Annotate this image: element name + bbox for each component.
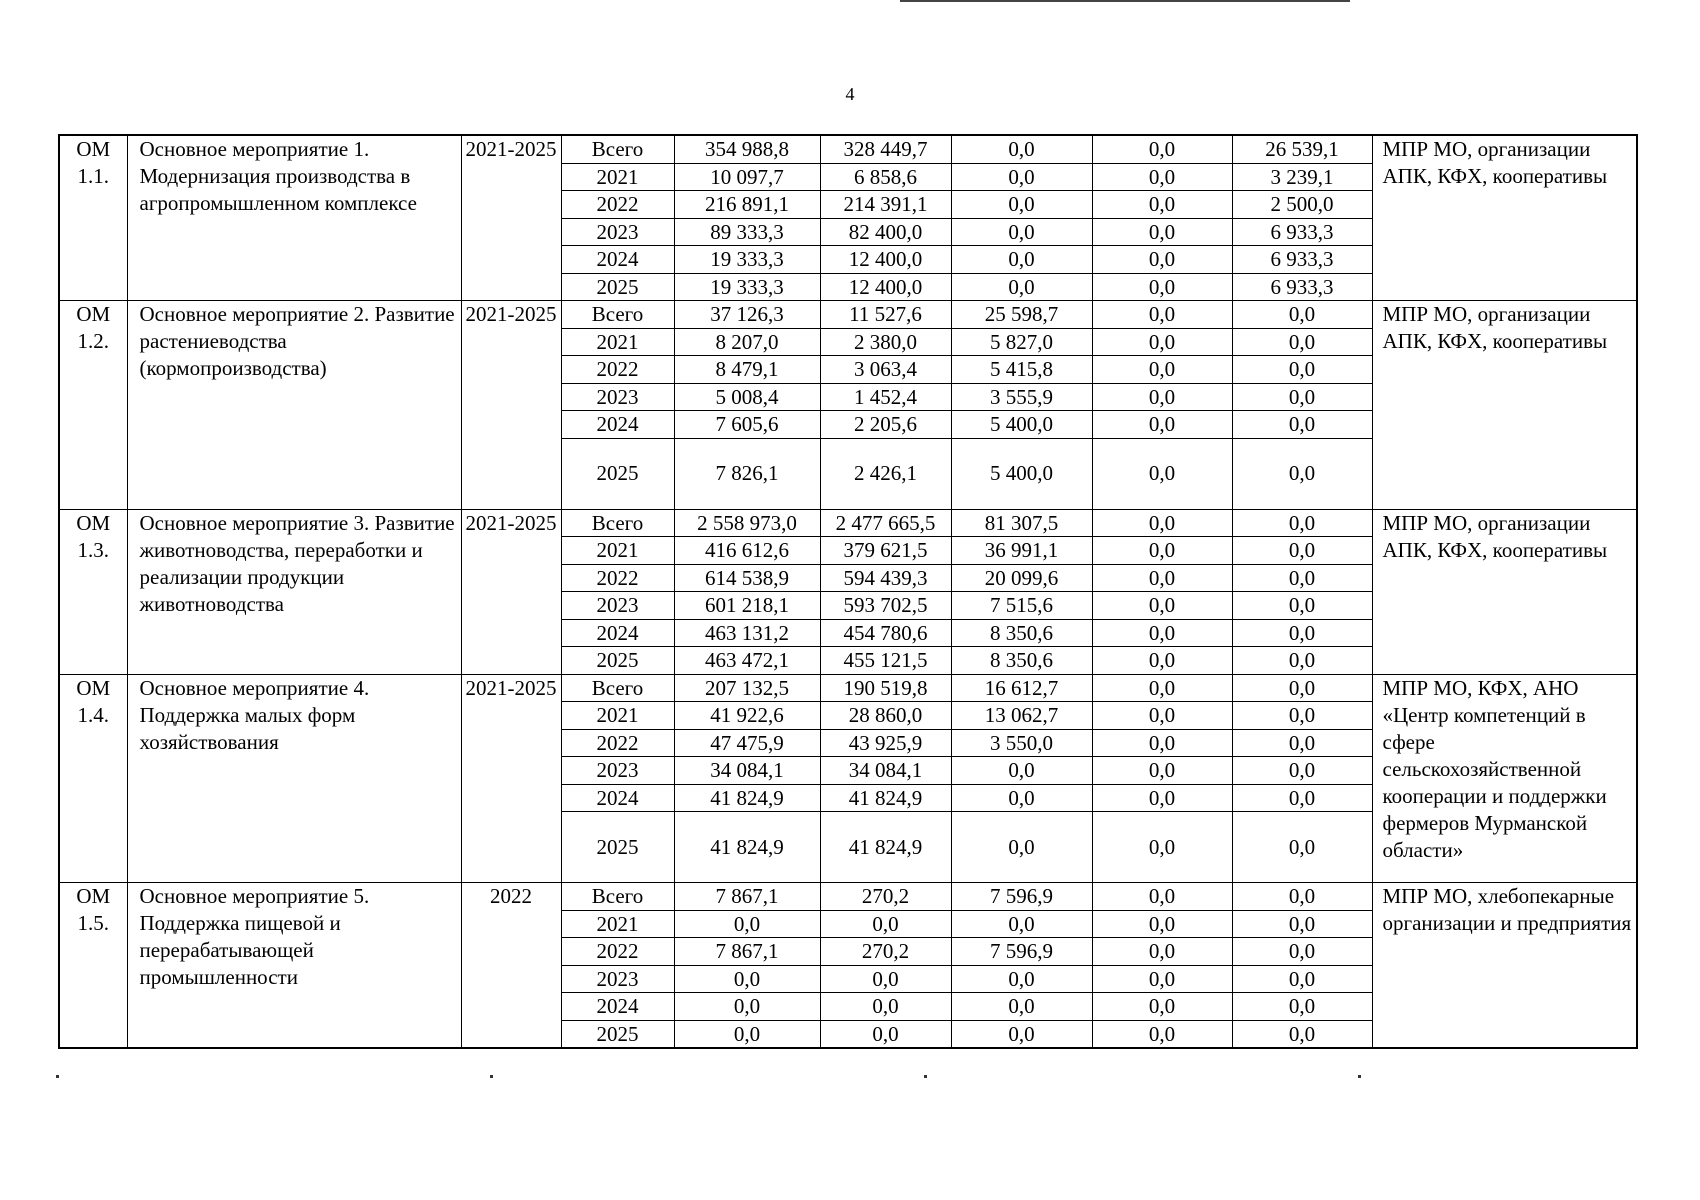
activity-code: ОМ 1.4.: [59, 674, 127, 883]
amount-cell-v3: 7 596,9: [951, 883, 1092, 911]
amount-cell-v5: 0,0: [1232, 1020, 1372, 1048]
amount-cell-v5: 6 933,3: [1232, 273, 1372, 301]
amount-cell-v5: 0,0: [1232, 757, 1372, 785]
amount-cell-v3: 0,0: [951, 246, 1092, 274]
amount-cell-v5: 0,0: [1232, 411, 1372, 439]
amount-cell-v1: 8 207,0: [674, 328, 820, 356]
year-cell: 2023: [561, 218, 674, 246]
year-cell: 2024: [561, 619, 674, 647]
amount-cell-v2: 190 519,8: [820, 674, 951, 702]
amount-cell-v5: 0,0: [1232, 910, 1372, 938]
amount-cell-v2: 41 824,9: [820, 784, 951, 812]
activity-name: Основное мероприятие 2. Развитие растениеводства (кормопроизводства): [127, 301, 461, 510]
amount-cell-v5: 0,0: [1232, 784, 1372, 812]
amount-cell-v1: 34 084,1: [674, 757, 820, 785]
year-cell: 2023: [561, 965, 674, 993]
amount-cell-v3: 0,0: [951, 910, 1092, 938]
amount-cell-v5: 0,0: [1232, 537, 1372, 565]
amount-cell-v5: 2 500,0: [1232, 191, 1372, 219]
amount-cell-v5: 0,0: [1232, 647, 1372, 675]
amount-cell-v2: 1 452,4: [820, 383, 951, 411]
amount-cell-v4: 0,0: [1092, 509, 1232, 537]
amount-cell-v3: 0,0: [951, 784, 1092, 812]
year-cell: 2021: [561, 702, 674, 730]
amount-cell-v5: 0,0: [1232, 509, 1372, 537]
amount-cell-v1: 216 891,1: [674, 191, 820, 219]
amount-cell-v2: 214 391,1: [820, 191, 951, 219]
amount-cell-v4: 0,0: [1092, 411, 1232, 439]
amount-cell-v1: 10 097,7: [674, 163, 820, 191]
amount-cell-v2: 0,0: [820, 965, 951, 993]
amount-cell-v1: 463 472,1: [674, 647, 820, 675]
amount-cell-v3: 0,0: [951, 993, 1092, 1021]
amount-cell-v1: 0,0: [674, 993, 820, 1021]
scan-top-rule: [900, 0, 1350, 2]
activity-period: 2021-2025: [461, 301, 561, 510]
amount-cell-v4: 0,0: [1092, 564, 1232, 592]
amount-cell-v4: 0,0: [1092, 273, 1232, 301]
year-cell: Всего: [561, 301, 674, 329]
amount-cell-v1: 0,0: [674, 965, 820, 993]
amount-cell-v5: 0,0: [1232, 883, 1372, 911]
activity-code: ОМ 1.2.: [59, 301, 127, 510]
year-cell: Всего: [561, 674, 674, 702]
amount-cell-v2: 2 380,0: [820, 328, 951, 356]
amount-cell-v4: 0,0: [1092, 993, 1232, 1021]
activity-period: 2021-2025: [461, 509, 561, 674]
amount-cell-v2: 454 780,6: [820, 619, 951, 647]
amount-cell-v3: 7 596,9: [951, 938, 1092, 966]
table-body: [59, 135, 1637, 1048]
amount-cell-v3: 5 400,0: [951, 438, 1092, 509]
table-row: [59, 301, 1637, 329]
amount-cell-v1: 601 218,1: [674, 592, 820, 620]
year-cell: Всего: [561, 135, 674, 163]
amount-cell-v3: 7 515,6: [951, 592, 1092, 620]
amount-cell-v2: 43 925,9: [820, 729, 951, 757]
amount-cell-v3: 8 350,6: [951, 619, 1092, 647]
amount-cell-v2: 593 702,5: [820, 592, 951, 620]
amount-cell-v1: 463 131,2: [674, 619, 820, 647]
amount-cell-v5: 0,0: [1232, 938, 1372, 966]
amount-cell-v5: 0,0: [1232, 592, 1372, 620]
amount-cell-v1: 5 008,4: [674, 383, 820, 411]
amount-cell-v5: 6 933,3: [1232, 218, 1372, 246]
year-cell: 2025: [561, 812, 674, 883]
program-activities-table: [58, 134, 1638, 1049]
activity-name: Основное мероприятие 5. Поддержка пищевой и перерабатывающей промышленности: [127, 883, 461, 1049]
amount-cell-v3: 8 350,6: [951, 647, 1092, 675]
amount-cell-v4: 0,0: [1092, 1020, 1232, 1048]
amount-cell-v5: 0,0: [1232, 619, 1372, 647]
amount-cell-v1: 7 867,1: [674, 883, 820, 911]
amount-cell-v4: 0,0: [1092, 883, 1232, 911]
year-cell: 2022: [561, 729, 674, 757]
year-cell: 2022: [561, 938, 674, 966]
amount-cell-v5: 0,0: [1232, 674, 1372, 702]
activity-executor: МПР МО, КФХ, АНО «Центр компетенций в сфере сельскохозяйственной кооперации и поддержки фермеров Мурманской области»: [1372, 674, 1637, 883]
amount-cell-v1: 41 824,9: [674, 784, 820, 812]
year-cell: 2025: [561, 1020, 674, 1048]
activity-name: Основное мероприятие 3. Развитие животноводства, переработки и реализации продукции животноводства: [127, 509, 461, 674]
amount-cell-v5: 0,0: [1232, 328, 1372, 356]
amount-cell-v4: 0,0: [1092, 246, 1232, 274]
amount-cell-v3: 0,0: [951, 218, 1092, 246]
table-row: [59, 883, 1637, 911]
amount-cell-v4: 0,0: [1092, 438, 1232, 509]
year-cell: 2022: [561, 564, 674, 592]
amount-cell-v4: 0,0: [1092, 938, 1232, 966]
amount-cell-v1: 2 558 973,0: [674, 509, 820, 537]
year-cell: 2025: [561, 647, 674, 675]
amount-cell-v2: 28 860,0: [820, 702, 951, 730]
amount-cell-v1: 354 988,8: [674, 135, 820, 163]
amount-cell-v1: 207 132,5: [674, 674, 820, 702]
amount-cell-v5: 0,0: [1232, 564, 1372, 592]
activity-period: 2022: [461, 883, 561, 1049]
amount-cell-v3: 36 991,1: [951, 537, 1092, 565]
amount-cell-v5: 0,0: [1232, 356, 1372, 384]
year-cell: 2024: [561, 993, 674, 1021]
amount-cell-v1: 614 538,9: [674, 564, 820, 592]
table-row: [59, 674, 1637, 702]
amount-cell-v3: 5 827,0: [951, 328, 1092, 356]
amount-cell-v3: 5 415,8: [951, 356, 1092, 384]
amount-cell-v2: 3 063,4: [820, 356, 951, 384]
amount-cell-v2: 34 084,1: [820, 757, 951, 785]
amount-cell-v1: 0,0: [674, 1020, 820, 1048]
amount-cell-v3: 13 062,7: [951, 702, 1092, 730]
amount-cell-v1: 89 333,3: [674, 218, 820, 246]
amount-cell-v1: 7 826,1: [674, 438, 820, 509]
amount-cell-v2: 455 121,5: [820, 647, 951, 675]
amount-cell-v4: 0,0: [1092, 537, 1232, 565]
amount-cell-v3: 0,0: [951, 812, 1092, 883]
activity-name: Основное мероприятие 1. Модернизация производства в агропромышленном комплексе: [127, 135, 461, 301]
amount-cell-v2: 594 439,3: [820, 564, 951, 592]
amount-cell-v4: 0,0: [1092, 135, 1232, 163]
amount-cell-v4: 0,0: [1092, 328, 1232, 356]
amount-cell-v2: 2 477 665,5: [820, 509, 951, 537]
amount-cell-v2: 41 824,9: [820, 812, 951, 883]
amount-cell-v5: 0,0: [1232, 993, 1372, 1021]
amount-cell-v2: 2 426,1: [820, 438, 951, 509]
amount-cell-v4: 0,0: [1092, 301, 1232, 329]
amount-cell-v4: 0,0: [1092, 757, 1232, 785]
year-cell: 2023: [561, 383, 674, 411]
activity-executor: МПР МО, хлебопекарные организации и предприятия: [1372, 883, 1637, 1049]
amount-cell-v1: 47 475,9: [674, 729, 820, 757]
scan-artifact-dots: [56, 1075, 1356, 1079]
activity-code: ОМ 1.1.: [59, 135, 127, 301]
amount-cell-v4: 0,0: [1092, 383, 1232, 411]
amount-cell-v1: 7 867,1: [674, 938, 820, 966]
amount-cell-v2: 82 400,0: [820, 218, 951, 246]
amount-cell-v3: 0,0: [951, 757, 1092, 785]
amount-cell-v3: 0,0: [951, 965, 1092, 993]
amount-cell-v4: 0,0: [1092, 965, 1232, 993]
activity-period: 2021-2025: [461, 674, 561, 883]
year-cell: 2021: [561, 163, 674, 191]
amount-cell-v4: 0,0: [1092, 356, 1232, 384]
amount-cell-v3: 16 612,7: [951, 674, 1092, 702]
amount-cell-v2: 6 858,6: [820, 163, 951, 191]
amount-cell-v2: 379 621,5: [820, 537, 951, 565]
activity-period: 2021-2025: [461, 135, 561, 301]
amount-cell-v5: 0,0: [1232, 438, 1372, 509]
amount-cell-v2: 270,2: [820, 883, 951, 911]
amount-cell-v5: 0,0: [1232, 729, 1372, 757]
amount-cell-v2: 0,0: [820, 993, 951, 1021]
amount-cell-v2: 0,0: [820, 910, 951, 938]
activity-code: ОМ 1.3.: [59, 509, 127, 674]
amount-cell-v3: 3 555,9: [951, 383, 1092, 411]
year-cell: 2024: [561, 411, 674, 439]
amount-cell-v1: 7 605,6: [674, 411, 820, 439]
amount-cell-v3: 0,0: [951, 163, 1092, 191]
amount-cell-v3: 0,0: [951, 191, 1092, 219]
year-cell: 2024: [561, 784, 674, 812]
amount-cell-v1: 19 333,3: [674, 246, 820, 274]
amount-cell-v4: 0,0: [1092, 812, 1232, 883]
amount-cell-v4: 0,0: [1092, 619, 1232, 647]
activity-executor: МПР МО, организации АПК, КФХ, кооперативы: [1372, 135, 1637, 301]
activity-code: ОМ 1.5.: [59, 883, 127, 1049]
year-cell: 2023: [561, 757, 674, 785]
amount-cell-v1: 8 479,1: [674, 356, 820, 384]
amount-cell-v1: 0,0: [674, 910, 820, 938]
amount-cell-v2: 12 400,0: [820, 246, 951, 274]
amount-cell-v4: 0,0: [1092, 592, 1232, 620]
amount-cell-v4: 0,0: [1092, 910, 1232, 938]
year-cell: Всего: [561, 509, 674, 537]
amount-cell-v4: 0,0: [1092, 218, 1232, 246]
amount-cell-v3: 25 598,7: [951, 301, 1092, 329]
activity-executor: МПР МО, организации АПК, КФХ, кооперативы: [1372, 301, 1637, 510]
amount-cell-v1: 416 612,6: [674, 537, 820, 565]
year-cell: 2021: [561, 910, 674, 938]
amount-cell-v2: 0,0: [820, 1020, 951, 1048]
amount-cell-v3: 0,0: [951, 135, 1092, 163]
amount-cell-v4: 0,0: [1092, 163, 1232, 191]
amount-cell-v5: 0,0: [1232, 965, 1372, 993]
table-row: [59, 135, 1637, 163]
amount-cell-v4: 0,0: [1092, 674, 1232, 702]
year-cell: 2025: [561, 438, 674, 509]
amount-cell-v2: 270,2: [820, 938, 951, 966]
amount-cell-v2: 2 205,6: [820, 411, 951, 439]
amount-cell-v5: 6 933,3: [1232, 246, 1372, 274]
amount-cell-v4: 0,0: [1092, 702, 1232, 730]
amount-cell-v4: 0,0: [1092, 191, 1232, 219]
amount-cell-v2: 11 527,6: [820, 301, 951, 329]
amount-cell-v5: 0,0: [1232, 702, 1372, 730]
year-cell: 2021: [561, 537, 674, 565]
amount-cell-v1: 41 922,6: [674, 702, 820, 730]
amount-cell-v1: 19 333,3: [674, 273, 820, 301]
year-cell: 2022: [561, 191, 674, 219]
activity-name: Основное мероприятие 4. Поддержка малых форм хозяйствования: [127, 674, 461, 883]
amount-cell-v5: 0,0: [1232, 301, 1372, 329]
year-cell: 2022: [561, 356, 674, 384]
year-cell: 2023: [561, 592, 674, 620]
amount-cell-v4: 0,0: [1092, 729, 1232, 757]
year-cell: Всего: [561, 883, 674, 911]
amount-cell-v3: 0,0: [951, 273, 1092, 301]
page-number: 4: [845, 84, 855, 104]
amount-cell-v5: 0,0: [1232, 383, 1372, 411]
year-cell: 2024: [561, 246, 674, 274]
amount-cell-v1: 37 126,3: [674, 301, 820, 329]
amount-cell-v5: 0,0: [1232, 812, 1372, 883]
amount-cell-v4: 0,0: [1092, 647, 1232, 675]
amount-cell-v3: 0,0: [951, 1020, 1092, 1048]
amount-cell-v1: 41 824,9: [674, 812, 820, 883]
year-cell: 2025: [561, 273, 674, 301]
amount-cell-v3: 20 099,6: [951, 564, 1092, 592]
amount-cell-v2: 328 449,7: [820, 135, 951, 163]
amount-cell-v3: 3 550,0: [951, 729, 1092, 757]
amount-cell-v4: 0,0: [1092, 784, 1232, 812]
amount-cell-v3: 5 400,0: [951, 411, 1092, 439]
amount-cell-v5: 26 539,1: [1232, 135, 1372, 163]
table-row: [59, 509, 1637, 537]
amount-cell-v3: 81 307,5: [951, 509, 1092, 537]
amount-cell-v5: 3 239,1: [1232, 163, 1372, 191]
year-cell: 2021: [561, 328, 674, 356]
activity-executor: МПР МО, организации АПК, КФХ, кооперативы: [1372, 509, 1637, 674]
amount-cell-v2: 12 400,0: [820, 273, 951, 301]
